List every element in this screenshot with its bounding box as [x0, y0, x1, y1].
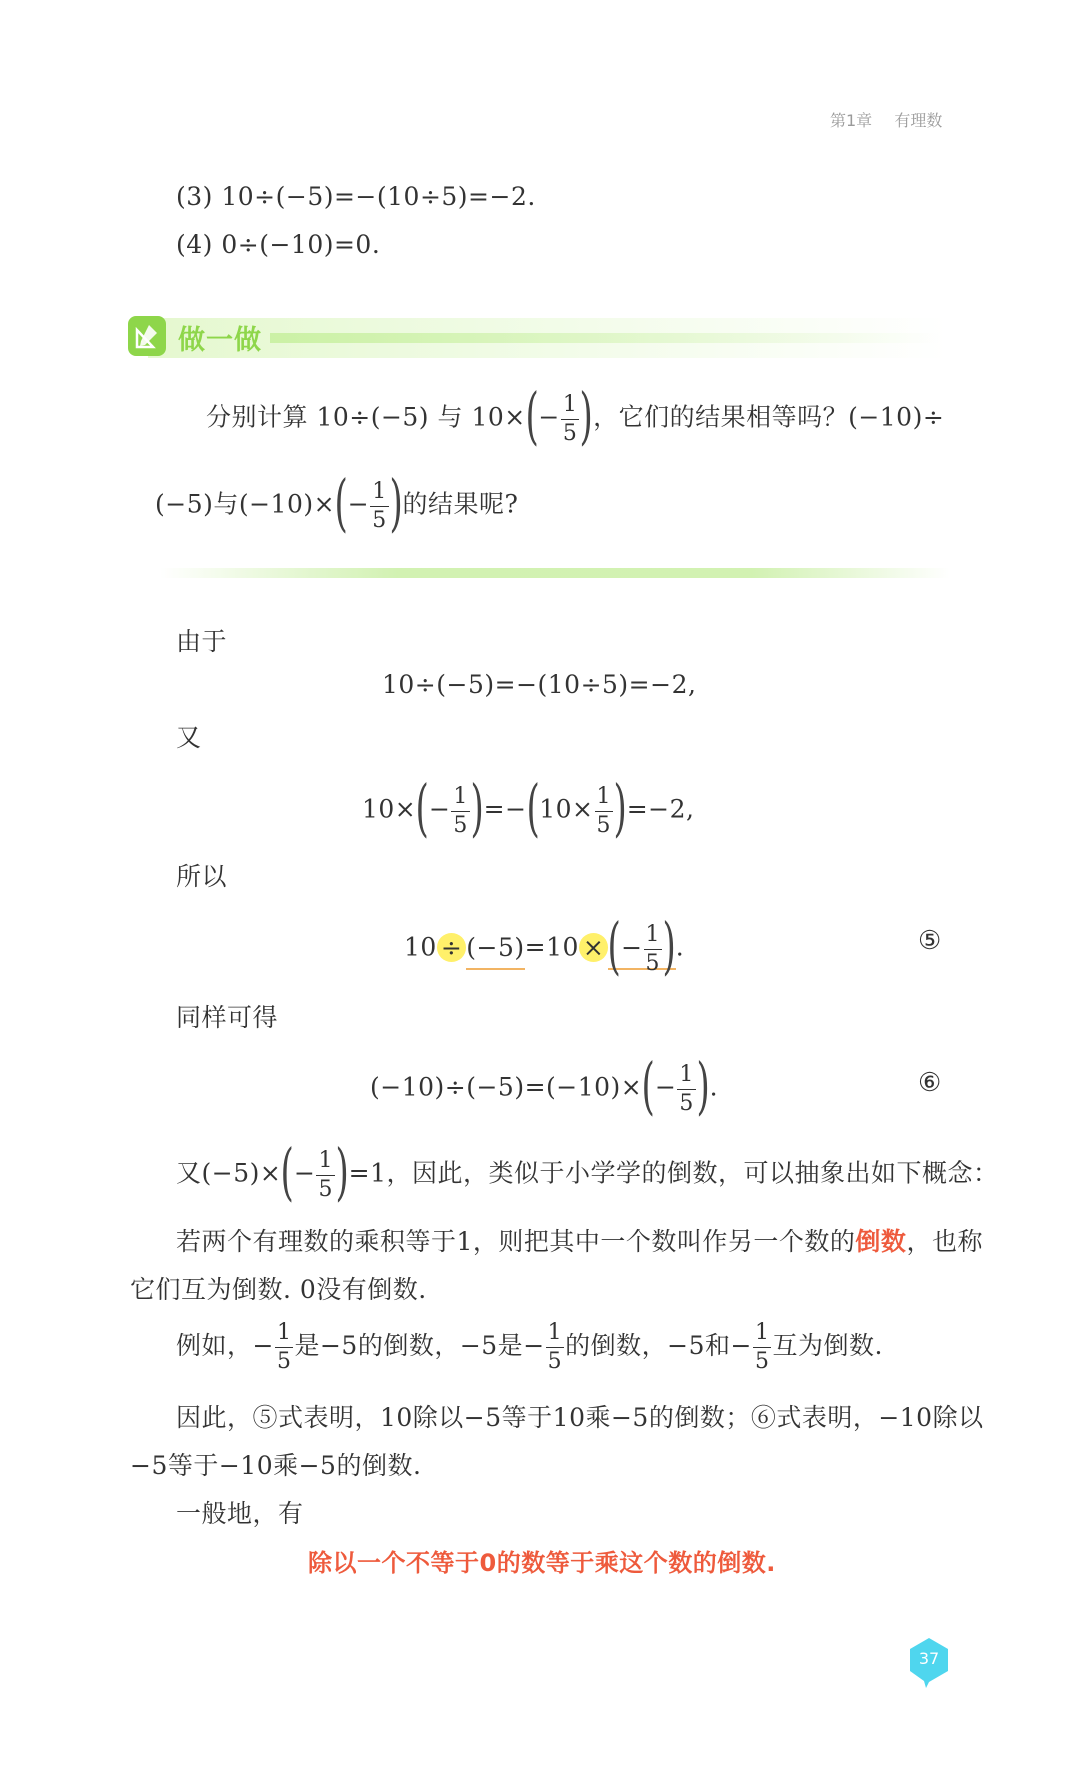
definition-line-1: 若两个有理数的乘积等于1，则把其中一个数叫作另一个数的倒数，也称: [176, 1227, 983, 1256]
activity-title: 做一做: [178, 325, 262, 356]
example-line-3: (3) 10÷(−5)=−(10÷5)=−2.: [176, 182, 536, 211]
underlined-divisor: (−5): [466, 933, 524, 970]
equation-1: 10÷(−5)=−(10÷5)=−2,: [382, 670, 697, 699]
equation-5-label: ⑤: [918, 926, 942, 956]
therefore-label: 所以: [176, 862, 228, 891]
activity-divider-top: [270, 333, 940, 343]
pencil-ruler-icon: [128, 316, 166, 356]
equation-6: (−10)÷(−5)=(−10)×(− $\frac{1}{5}$ ).: [370, 1049, 719, 1122]
explanation-line-2: −5等于−10乘−5的倒数.: [130, 1451, 422, 1480]
explanation-line-1: 因此，⑤式表明，10除以−5等于10乘−5的倒数；⑥式表明，−10除以: [176, 1403, 984, 1432]
activity-divider-bottom: [160, 568, 950, 578]
equation-5: 10 ÷ (−5)=10 ×(− $\frac{1}{5}$ ).: [404, 909, 685, 982]
example-line: 例如，− $\frac{1}{5}$ 是−5的倒数，−5是− $\frac{1}{5}$ 的倒数，−5和− $\frac{1}{5}$ 互为倒数.: [176, 1320, 883, 1374]
page-number-badge: [906, 1636, 952, 1690]
term-reciprocal: 倒数: [855, 1227, 907, 1256]
division-highlight: ÷: [437, 933, 466, 962]
similarly-label: 同样可得: [176, 1003, 279, 1032]
since-label: 由于: [176, 627, 228, 656]
running-header: [830, 108, 942, 131]
equation-2: 10×(− $\frac{1}{5}$ )=−(10× $\frac{1}{5}$ )=−2,: [362, 771, 695, 844]
also-label: 又: [176, 723, 202, 752]
underlined-reciprocal: (− $\frac{1}{5}$ ): [607, 909, 677, 982]
chapter-number: 第1章: [830, 111, 873, 130]
activity-question-line-2: (−5)与(−10)×(− $\frac{1}{5}$ )的结果呢?: [155, 466, 519, 539]
rule-statement: 除以一个不等于0的数等于乘这个数的倒数.: [308, 1549, 776, 1577]
multiplication-highlight: ×: [579, 933, 608, 962]
definition-line-2: 它们互为倒数. 0没有倒数.: [130, 1275, 427, 1304]
and-line: 又(−5)×(− $\frac{1}{5}$ )=1，因此，类似于小学学的倒数，可以抽象出如下概念：: [176, 1135, 999, 1208]
page-number: 37: [918, 1649, 940, 1668]
general-label: 一般地，有: [176, 1499, 304, 1528]
equation-6-label: ⑥: [918, 1068, 942, 1098]
activity-question-line-1: 分别计算 10÷(−5) 与 10×(− $\frac{1}{5}$ )，它们的结果相等吗？(−10)÷: [206, 379, 945, 452]
example-line-4: (4) 0÷(−10)=0.: [176, 230, 381, 259]
chapter-title: 有理数: [894, 111, 943, 130]
